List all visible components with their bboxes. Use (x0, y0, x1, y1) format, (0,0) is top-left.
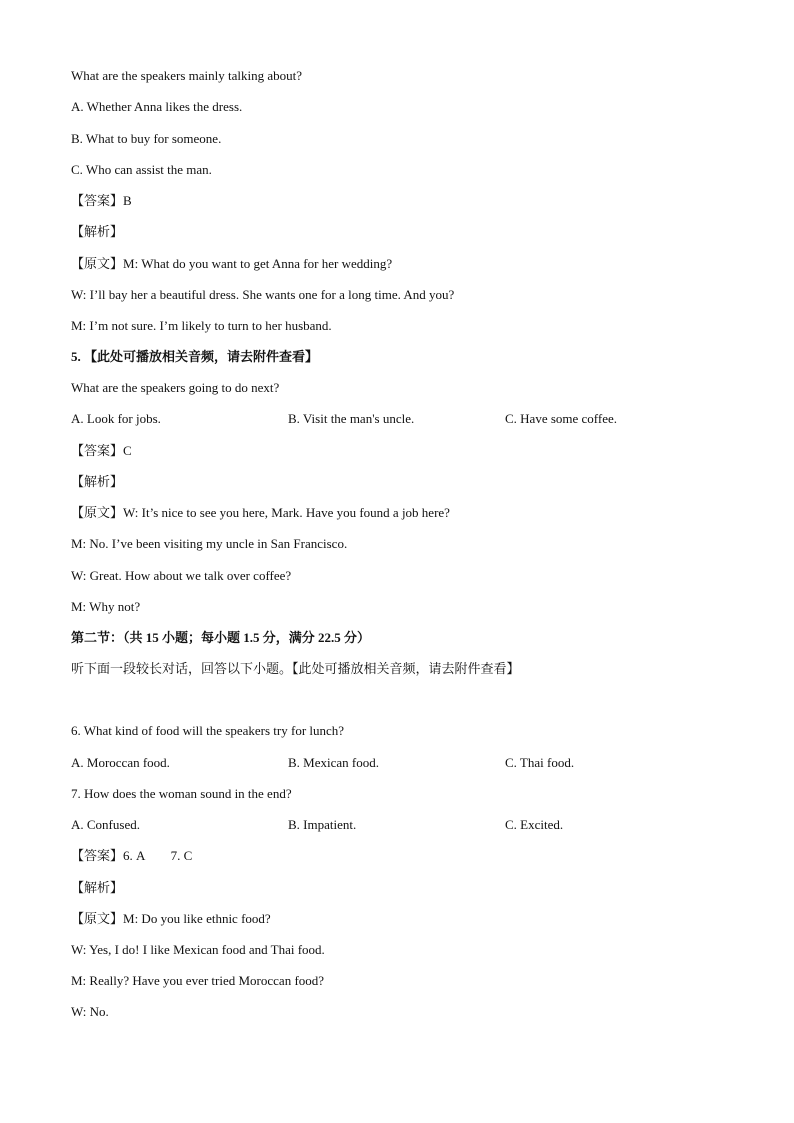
source-tag: 【原文】 (71, 505, 124, 520)
source-tag: 【原文】 (71, 911, 124, 926)
answer-value: B (123, 193, 132, 208)
q67-analysis-tag: 【解析】 (71, 880, 124, 895)
q4-transcript-line-2: W: I’ll bay her a beautiful dress. She wants one for a long time. And you? (71, 287, 455, 302)
q7-option-c: C. Excited. (505, 817, 564, 832)
q5-transcript-line-3: W: Great. How about we talk over coffee? (71, 568, 292, 583)
q4-answer (71, 193, 132, 209)
q4-option-c: C. Who can assist the man. (71, 162, 212, 177)
answer-tag: 【答案】 (71, 848, 124, 863)
q67-answer (71, 848, 192, 864)
q5-option-b: B. Visit the man's uncle. (288, 411, 415, 426)
q6-option-c: C. Thai food. (505, 755, 575, 770)
q5-analysis-tag: 【解析】 (71, 474, 124, 489)
q6-option-a: A. Moroccan food. (71, 755, 170, 770)
q67-transcript-line-1 (71, 911, 271, 927)
q6-question: 6. What kind of food will the speakers try for lunch? (71, 723, 345, 738)
answer-value: 6. A 7. C (123, 848, 193, 863)
source-tag: 【原文】 (71, 256, 124, 271)
q4-transcript-line-3: M: I’m not sure. I’m likely to turn to her husband. (71, 318, 332, 333)
q4-option-a: A. Whether Anna likes the dress. (71, 99, 243, 114)
q5-question: What are the speakers going to do next? (71, 380, 280, 395)
q5-option-a: A. Look for jobs. (71, 411, 161, 426)
section2-heading: 第二节：（共 15 小题；每小题 1.5 分，满分 22.5 分） (71, 630, 371, 645)
answer-tag: 【答案】 (71, 443, 124, 458)
q4-option-b: B. What to buy for someone. (71, 131, 222, 146)
q4-analysis-tag: 【解析】 (71, 224, 124, 239)
section2-instruction: 听下面一段较长对话，回答以下小题。【此处可播放相关音频，请去附件查看】 (71, 661, 520, 676)
q5-transcript-line-1 (71, 505, 450, 521)
q5-option-c: C. Have some coffee. (505, 411, 618, 426)
q5-transcript-line-4: M: Why not? (71, 599, 141, 614)
q7-option-b: B. Impatient. (288, 817, 357, 832)
q67-transcript-line-2: W: Yes, I do! I like Mexican food and Thai food. (71, 942, 325, 957)
transcript-text: M: What do you want to get Anna for her wedding? (123, 256, 393, 271)
q67-transcript-line-4: W: No. (71, 1004, 109, 1019)
answer-tag: 【答案】 (71, 193, 124, 208)
q5-transcript-line-2: M: No. I’ve been visiting my uncle in San Francisco. (71, 536, 348, 551)
q67-transcript-line-3: M: Really? Have you ever tried Moroccan food? (71, 973, 325, 988)
answer-value: C (123, 443, 132, 458)
q4-transcript-line-1 (71, 256, 392, 272)
transcript-text: M: Do you like ethnic food? (123, 911, 271, 926)
q7-option-a: A. Confused. (71, 817, 140, 832)
q7-question: 7. How does the woman sound in the end? (71, 786, 292, 801)
transcript-text: W: It’s nice to see you here, Mark. Have you found a job here? (123, 505, 450, 520)
q5-header: 5. 【此处可播放相关音频，请去附件查看】 (71, 349, 319, 364)
q4-question: What are the speakers mainly talking about? (71, 68, 303, 83)
q6-option-b: B. Mexican food. (288, 755, 379, 770)
q5-answer (71, 443, 132, 459)
